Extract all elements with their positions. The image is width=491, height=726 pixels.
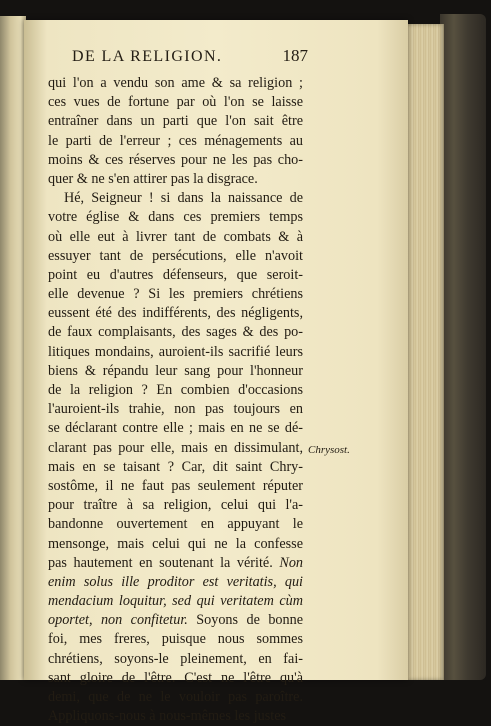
text-line-main: elle devenue ? Si les premiers chrétiens	[48, 286, 303, 303]
text-line	[48, 439, 303, 458]
text-line	[48, 247, 303, 266]
text-line-main: mendacium loquitur, sed qui veritatem cùm	[48, 593, 303, 610]
text-line-main: Appliquons-nous à nous-mêmes les justes	[48, 708, 287, 725]
text-line	[48, 458, 303, 477]
text-line	[48, 362, 303, 381]
text-line-main: pour traître à sa religion, celui qui l'a-	[48, 497, 303, 514]
margin-note: Chrysost.	[308, 444, 350, 456]
text-line	[48, 611, 303, 630]
text-line-main: sant gloire de l'être. C'est ne l'être qu'à	[48, 669, 303, 686]
text-line	[48, 515, 303, 534]
text-line	[48, 707, 303, 726]
text-line-main: pas hautement en soutenant la vérité.	[48, 554, 273, 571]
text-line	[48, 285, 303, 304]
text-line	[48, 304, 303, 323]
text-line	[48, 669, 303, 688]
text-line	[48, 688, 303, 707]
text-line-main: moins & ces réserves pour ne les pas cho-	[48, 151, 303, 168]
text-line-main: point eu d'autres défenseurs, que seroit-	[48, 266, 303, 283]
text-line-main: de faux complaisants, des sages & des po-	[48, 324, 303, 341]
text-line-main: mais en se taisant ? Car, dit saint Chry-	[48, 458, 303, 475]
text-line-main: biens & répandu leur sang pour l'honneur	[48, 362, 303, 379]
text-line	[48, 630, 303, 649]
book-cover-edge	[440, 14, 486, 680]
text-line	[48, 535, 303, 554]
text-line-main: ces vues de fortune par où l'on se laisse	[48, 94, 303, 111]
text-line-main: chrétiens, soyons-le pleinement, en fai-	[48, 650, 303, 667]
text-line-main: oportet, non confitetur.	[48, 612, 188, 629]
text-line	[48, 266, 303, 285]
text-line-main: mensonge, mais celui qui ne la confesse	[48, 535, 303, 552]
text-line	[48, 496, 303, 515]
text-line-main: bandonne ouvertement en appuyant le	[48, 516, 303, 533]
text-line	[48, 228, 303, 247]
text-line	[48, 189, 303, 208]
text-line-main: foi, mes freres, puisque nous sommes	[48, 631, 303, 648]
text-line	[48, 477, 303, 496]
running-head: DE LA RELIGION.	[72, 48, 223, 65]
text-line	[48, 650, 303, 669]
text-line-main: l'auroient-ils trahie, non pas toujours en	[48, 401, 303, 418]
text-line	[48, 74, 303, 93]
text-line-main: sostôme, il ne faut pas seulement réputer	[48, 477, 303, 494]
text-line-italic-tail: Non	[279, 554, 304, 571]
text-line	[48, 592, 303, 611]
text-line-main: de la religion ? En combien d'occasions	[48, 382, 303, 398]
page-block-edges	[404, 24, 444, 680]
text-line-main: essuyer tant de persécutions, elle n'avoit	[48, 247, 303, 264]
text-line-main: eussent été des indifférents, des négligents,	[48, 305, 303, 322]
text-line-main: où elle eut à livrer tant de combats & à	[48, 228, 303, 245]
text-line	[48, 132, 303, 151]
text-line	[48, 208, 303, 227]
body-text	[48, 74, 303, 726]
facing-page-edge	[0, 16, 26, 680]
text-line	[48, 170, 303, 189]
text-line-main: le parti de l'erreur ; ces ménagements au	[48, 132, 303, 149]
text-line	[48, 151, 303, 170]
text-line-main: litiques mondains, auroient-ils sacrifié leurs	[48, 343, 303, 360]
text-line	[48, 419, 303, 438]
text-line-main: votre église & dans ces premiers temps	[48, 209, 303, 226]
text-line	[48, 343, 303, 362]
text-line-main: demi, que de ne le vouloir pas paroître.	[48, 689, 303, 705]
text-line	[48, 381, 303, 400]
text-line-main: quer & ne s'en attirer pas la disgrace.	[48, 170, 258, 187]
text-line	[48, 554, 303, 573]
text-line-main: qui l'on a vendu son ame & sa religion ;	[48, 75, 303, 91]
text-line-roman-tail: Soyons de bonne	[196, 612, 303, 629]
text-line	[48, 93, 303, 112]
text-line-main: entraîner dans un parti que l'on sait être	[48, 113, 303, 130]
text-line-main: enim solus ille proditor est veritatis, qui	[48, 573, 303, 590]
text-line-main: se déclarant contre elle ; mais en ne se dé-	[48, 420, 303, 437]
text-line	[48, 323, 303, 342]
text-line	[48, 112, 303, 131]
text-line-main: clarant pas pour elle, mais en dissimulant,	[48, 439, 303, 456]
page-number: 187	[282, 46, 308, 65]
text-line	[48, 400, 303, 419]
text-line	[48, 573, 303, 592]
text-line-main: Hé, Seigneur ! si dans la naissance de	[64, 190, 303, 207]
